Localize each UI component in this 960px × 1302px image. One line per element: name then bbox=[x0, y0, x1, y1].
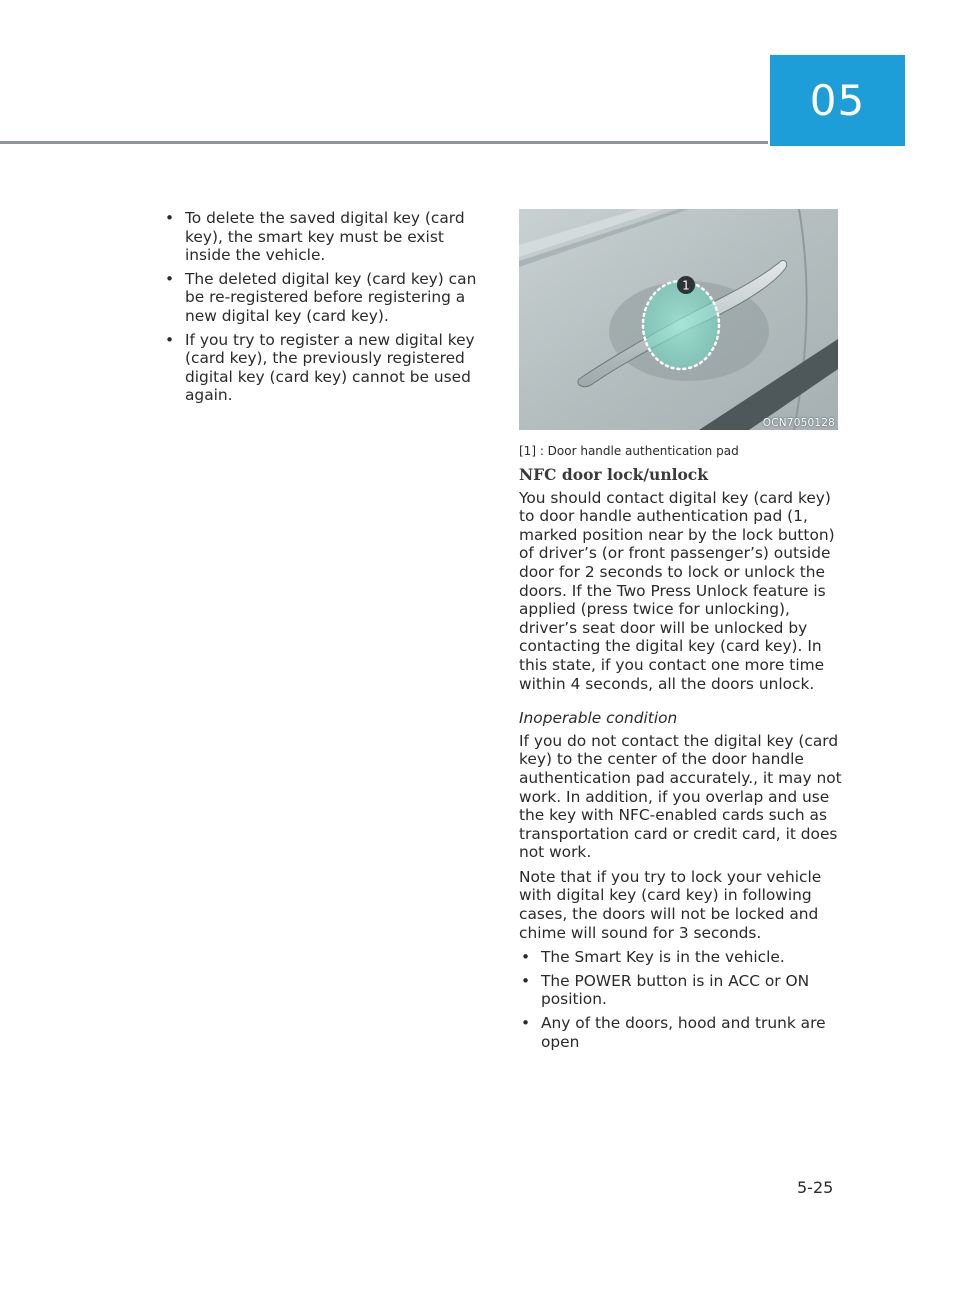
right-column bbox=[519, 444, 844, 1056]
list-item: • The Smart Key is in the vehicle. bbox=[519, 948, 844, 967]
paragraph: If you do not contact the digital key (card key) to the center of the door handle authentication pad accurately., it may not work. In addition, if you overlap and use the key with NFC-enabled cards such as transportation card or credit card, it does not work. bbox=[519, 731, 842, 862]
page-number: 5-25 bbox=[797, 1178, 834, 1197]
header-rule bbox=[0, 141, 768, 144]
figure-caption: [1] : Door handle authentication pad bbox=[519, 444, 739, 458]
chapter-number: 05 bbox=[809, 76, 866, 125]
subsection-title: Inoperable condition bbox=[519, 709, 678, 728]
paragraph: You should contact digital key (card key) to door handle authentication pad (1, marked position near by the lock button) of driver’s (or front passenger’s) outside door for 2 seconds to lock or unlock the doors. If the Two Press Unlock feature is applied (press twice for unlocking), driver’s seat door will be unlocked by contacting the digital key (card key). In this state, if you contact one more time within 4 seconds, all the doors unlock. bbox=[519, 488, 835, 693]
list-item: • If you try to register a new digital key (card key), the previously registered digital key (card key) cannot be used again. bbox=[163, 331, 483, 405]
door-handle-figure bbox=[519, 209, 838, 430]
chapter-tab bbox=[770, 55, 905, 146]
list-item: • Any of the doors, hood and trunk are open bbox=[519, 1014, 844, 1051]
list-item: • To delete the saved digital key (card key), the smart key must be exist inside the vehicle. bbox=[163, 209, 483, 265]
list-item: • The POWER button is in ACC or ON position. bbox=[519, 972, 844, 1009]
paragraph: Note that if you try to lock your vehicle with digital key (card key) in following cases, the doors will not be locked and chime will sound for 3 seconds. bbox=[519, 867, 822, 942]
left-bullet-list bbox=[163, 209, 483, 405]
left-column bbox=[163, 209, 483, 410]
door-handle-illustration bbox=[519, 209, 838, 430]
section-title: NFC door lock/unlock bbox=[519, 465, 708, 484]
list-item: • The deleted digital key (card key) can be re-registered before registering a new digital key (card key). bbox=[163, 270, 483, 326]
figure-code: OCN7050128 bbox=[762, 417, 835, 429]
callout-number: 1 bbox=[682, 278, 690, 293]
right-bullet-list bbox=[519, 948, 844, 1051]
